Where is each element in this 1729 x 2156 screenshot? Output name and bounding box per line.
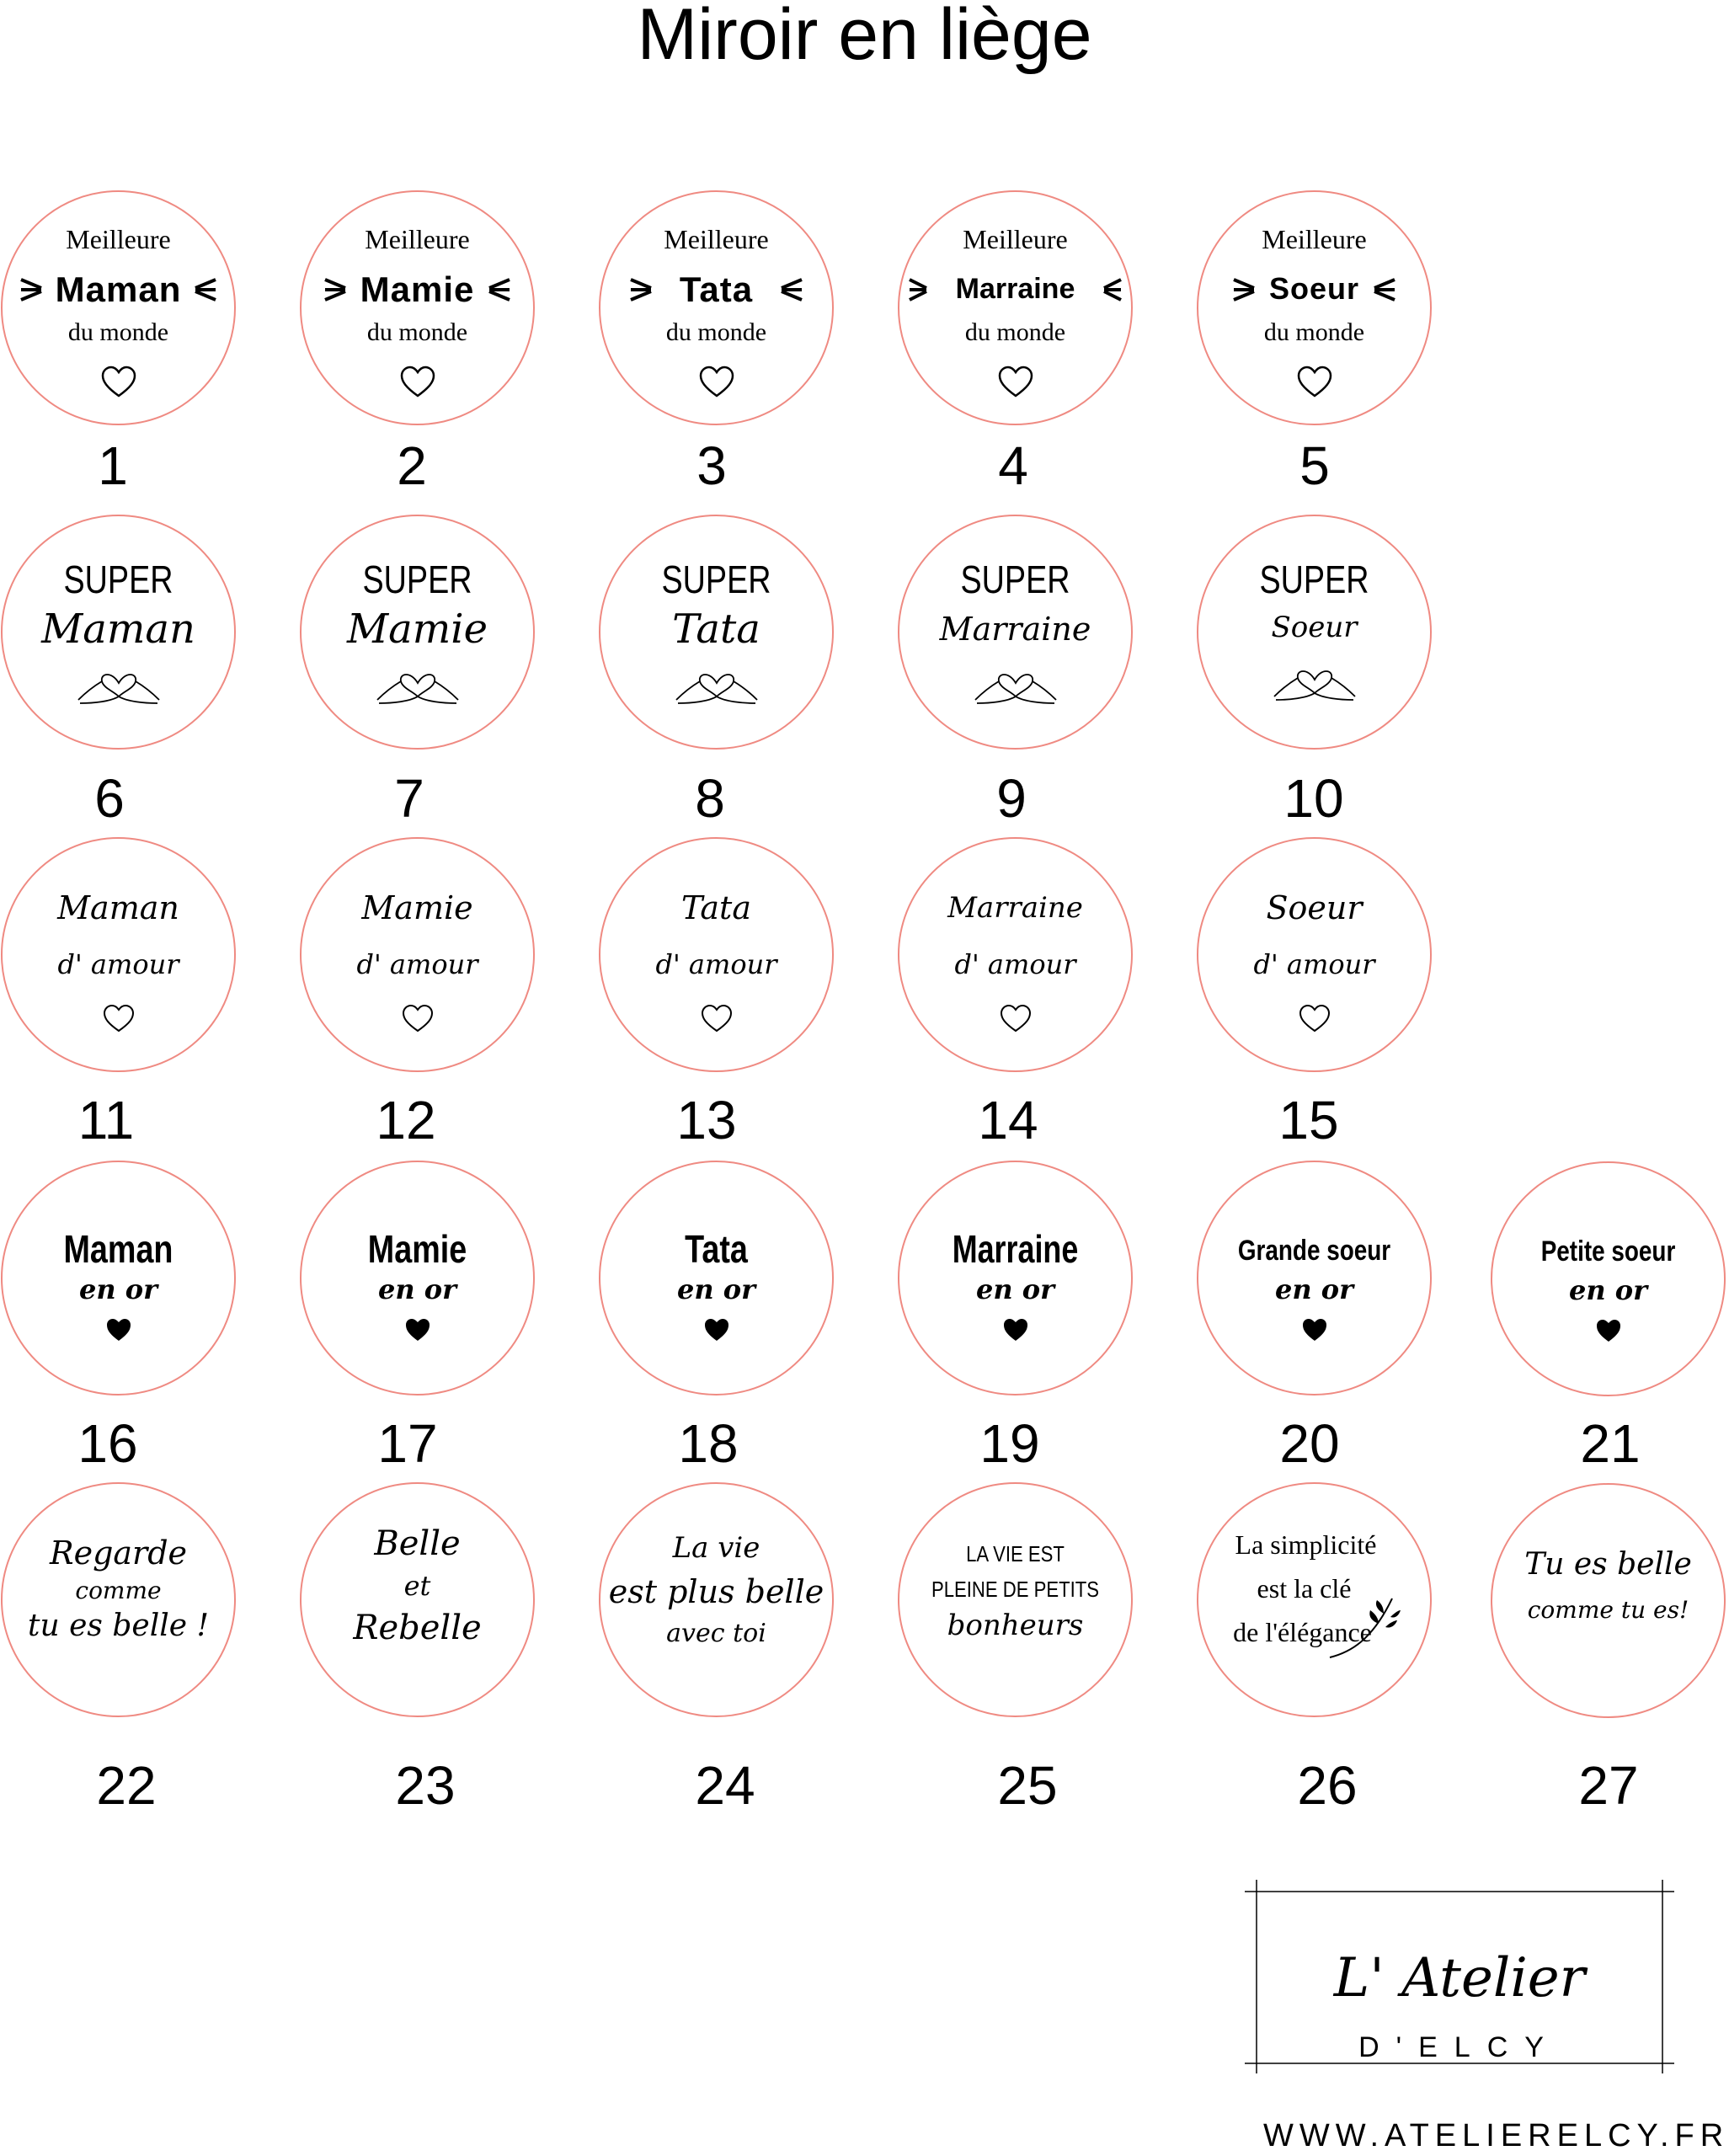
design-number: 11 <box>77 1090 135 1150</box>
rays-right-icon <box>486 273 511 311</box>
design-number: 25 <box>997 1755 1058 1816</box>
design-8 <box>599 515 834 750</box>
rays-left-icon <box>1232 273 1257 311</box>
design-line: SUPER <box>1259 558 1369 601</box>
heart-outline-icon <box>997 366 1034 403</box>
design-number: 8 <box>695 768 725 829</box>
leaf-sprig-icon <box>1325 1593 1401 1665</box>
design-line: Meilleure <box>664 224 769 254</box>
heart-hands-icon <box>376 664 460 711</box>
design-number: 27 <box>1578 1755 1639 1816</box>
design-number: 22 <box>96 1755 157 1816</box>
heart-outline-icon <box>1296 366 1333 403</box>
heart-filled-icon <box>1301 1317 1328 1347</box>
design-10 <box>1197 515 1432 750</box>
logo-sub-text: D'ELCY <box>1358 2031 1561 2063</box>
design-17 <box>300 1161 535 1396</box>
design-line: Tata <box>672 606 760 653</box>
design-line: Meilleure <box>365 224 470 254</box>
design-line: du monde <box>665 318 767 346</box>
heart-filled-icon <box>703 1317 730 1347</box>
design-1 <box>1 190 236 425</box>
design-line: SUPER <box>661 558 771 601</box>
rays-left-icon <box>908 273 930 311</box>
design-18 <box>599 1161 834 1396</box>
design-line: comme <box>75 1577 162 1604</box>
design-21 <box>1491 1161 1726 1396</box>
design-line: Tata <box>685 1227 748 1271</box>
design-line: SUPER <box>362 558 472 601</box>
design-9 <box>898 515 1133 750</box>
design-line: Belle <box>374 1524 461 1563</box>
design-line: du monde <box>366 318 468 346</box>
design-2 <box>300 190 535 425</box>
design-line: Maman <box>55 270 182 309</box>
design-line: SUPER <box>960 558 1070 601</box>
heart-outline-icon <box>100 366 137 403</box>
design-line: Tata <box>679 270 754 309</box>
design-line: en or <box>976 1273 1054 1305</box>
design-line: en or <box>1275 1273 1353 1305</box>
design-line: comme tu es! <box>1527 1596 1689 1624</box>
heart-outline-icon <box>1298 1004 1331 1038</box>
rays-right-icon <box>1371 273 1396 311</box>
design-number: 24 <box>695 1755 755 1816</box>
design-line: PLEINE DE PETITS <box>931 1577 1099 1602</box>
design-7 <box>300 515 535 750</box>
design-16 <box>1 1161 236 1396</box>
design-number: 4 <box>998 435 1028 496</box>
design-number: 5 <box>1299 435 1330 496</box>
heart-hands-icon <box>77 664 161 711</box>
design-line: avec toi <box>666 1619 766 1648</box>
heart-outline-icon <box>700 1004 734 1038</box>
design-line: Regarde <box>49 1534 188 1572</box>
design-27 <box>1491 1483 1726 1718</box>
design-line: Meilleure <box>1262 224 1367 254</box>
design-line: Maman <box>41 606 195 653</box>
design-line: du monde <box>67 318 169 346</box>
rays-left-icon <box>629 273 654 311</box>
design-number: 23 <box>395 1755 456 1816</box>
design-line: Mamie <box>367 1227 467 1271</box>
design-19 <box>898 1161 1133 1396</box>
heart-filled-icon <box>1002 1317 1029 1347</box>
design-22 <box>1 1482 236 1717</box>
design-4 <box>898 190 1133 425</box>
design-number: 10 <box>1283 768 1344 829</box>
design-24 <box>599 1482 834 1717</box>
design-13 <box>599 837 834 1072</box>
design-15 <box>1197 837 1432 1072</box>
design-line: est la clé <box>1257 1573 1352 1604</box>
design-line: est plus belle <box>608 1573 824 1610</box>
page-title: Miroir en liège <box>637 0 1092 75</box>
design-6 <box>1 515 236 750</box>
design-line: LA VIE EST <box>966 1541 1065 1566</box>
design-line: en or <box>677 1273 755 1305</box>
design-line: Petite soeur <box>1540 1235 1676 1267</box>
heart-filled-icon <box>404 1317 431 1347</box>
design-line: Grande soeur <box>1237 1235 1391 1267</box>
heart-outline-icon <box>698 366 735 403</box>
rays-right-icon <box>1101 273 1123 311</box>
design-line: SUPER <box>63 558 173 601</box>
design-line: d' amour <box>954 948 1076 980</box>
design-number: 3 <box>696 435 727 496</box>
design-3 <box>599 190 834 425</box>
design-number: 15 <box>1278 1090 1339 1150</box>
design-number: 9 <box>996 768 1027 829</box>
design-line: Marraine <box>939 611 1091 648</box>
design-line: d' amour <box>57 948 179 980</box>
design-line: Meilleure <box>963 224 1068 254</box>
design-line: Marraine <box>952 1227 1079 1271</box>
design-5 <box>1197 190 1432 425</box>
design-line: d' amour <box>356 948 478 980</box>
design-line: du monde <box>1263 318 1365 346</box>
heart-filled-icon <box>1595 1318 1622 1348</box>
design-line: La vie <box>672 1531 760 1565</box>
design-20 <box>1197 1161 1432 1396</box>
design-line: Rebelle <box>353 1609 482 1647</box>
design-line: Mamie <box>361 889 473 926</box>
design-line: et <box>403 1570 431 1602</box>
design-line: Soeur <box>1266 889 1363 926</box>
heart-hands-icon <box>1273 661 1357 707</box>
website-url: WWW.ATELIERELCY.FR <box>1263 2118 1729 2153</box>
design-number: 18 <box>678 1413 739 1474</box>
design-line: bonheurs <box>947 1609 1084 1642</box>
heart-outline-icon <box>401 1004 435 1038</box>
design-line: La simplicité <box>1235 1529 1377 1560</box>
design-number: 21 <box>1580 1413 1641 1474</box>
design-number: 2 <box>397 435 427 496</box>
design-number: 17 <box>377 1413 438 1474</box>
design-line: du monde <box>964 318 1066 346</box>
design-line: Meilleure <box>66 224 171 254</box>
design-line: de l'élégance <box>1233 1617 1372 1647</box>
design-12 <box>300 837 535 1072</box>
design-14 <box>898 837 1133 1072</box>
design-line: en or <box>79 1273 157 1305</box>
design-line: Mamie <box>360 270 475 309</box>
design-line: Mamie <box>346 606 488 653</box>
rays-left-icon <box>19 273 45 311</box>
design-line: Marraine <box>947 891 1083 925</box>
heart-outline-icon <box>999 1004 1033 1038</box>
heart-outline-icon <box>399 366 436 403</box>
heart-hands-icon <box>974 664 1058 711</box>
rays-right-icon <box>192 273 217 311</box>
brand-logo <box>1245 1880 1674 2073</box>
design-line: d' amour <box>1253 948 1375 980</box>
rays-right-icon <box>778 273 803 311</box>
design-number: 12 <box>376 1090 436 1150</box>
design-number: 20 <box>1279 1413 1340 1474</box>
design-line: en or <box>1569 1274 1647 1306</box>
design-line: Marraine <box>955 273 1075 305</box>
design-number: 1 <box>98 435 128 496</box>
design-line: Soeur <box>1268 271 1360 306</box>
design-line: Tata <box>681 889 751 926</box>
heart-filled-icon <box>105 1317 132 1347</box>
design-26 <box>1197 1482 1432 1717</box>
design-line: Maman <box>57 889 179 926</box>
design-line: Maman <box>63 1227 173 1271</box>
design-line: Soeur <box>1271 611 1358 644</box>
rays-left-icon <box>323 273 349 311</box>
design-25 <box>898 1482 1133 1717</box>
design-number: 13 <box>676 1090 737 1150</box>
design-number: 26 <box>1297 1755 1358 1816</box>
design-number: 7 <box>394 768 424 829</box>
logo-script-text: L' Atelier <box>1333 1947 1586 2009</box>
design-line: Tu es belle <box>1524 1547 1692 1582</box>
design-line: tu es belle ! <box>28 1609 209 1643</box>
design-line: d' amour <box>655 948 777 980</box>
design-11 <box>1 837 236 1072</box>
heart-hands-icon <box>675 664 759 711</box>
design-number: 16 <box>77 1413 138 1474</box>
design-number: 19 <box>979 1413 1040 1474</box>
design-23 <box>300 1482 535 1717</box>
design-number: 14 <box>978 1090 1038 1150</box>
design-number: 6 <box>94 768 125 829</box>
design-line: en or <box>378 1273 456 1305</box>
heart-outline-icon <box>102 1004 136 1038</box>
